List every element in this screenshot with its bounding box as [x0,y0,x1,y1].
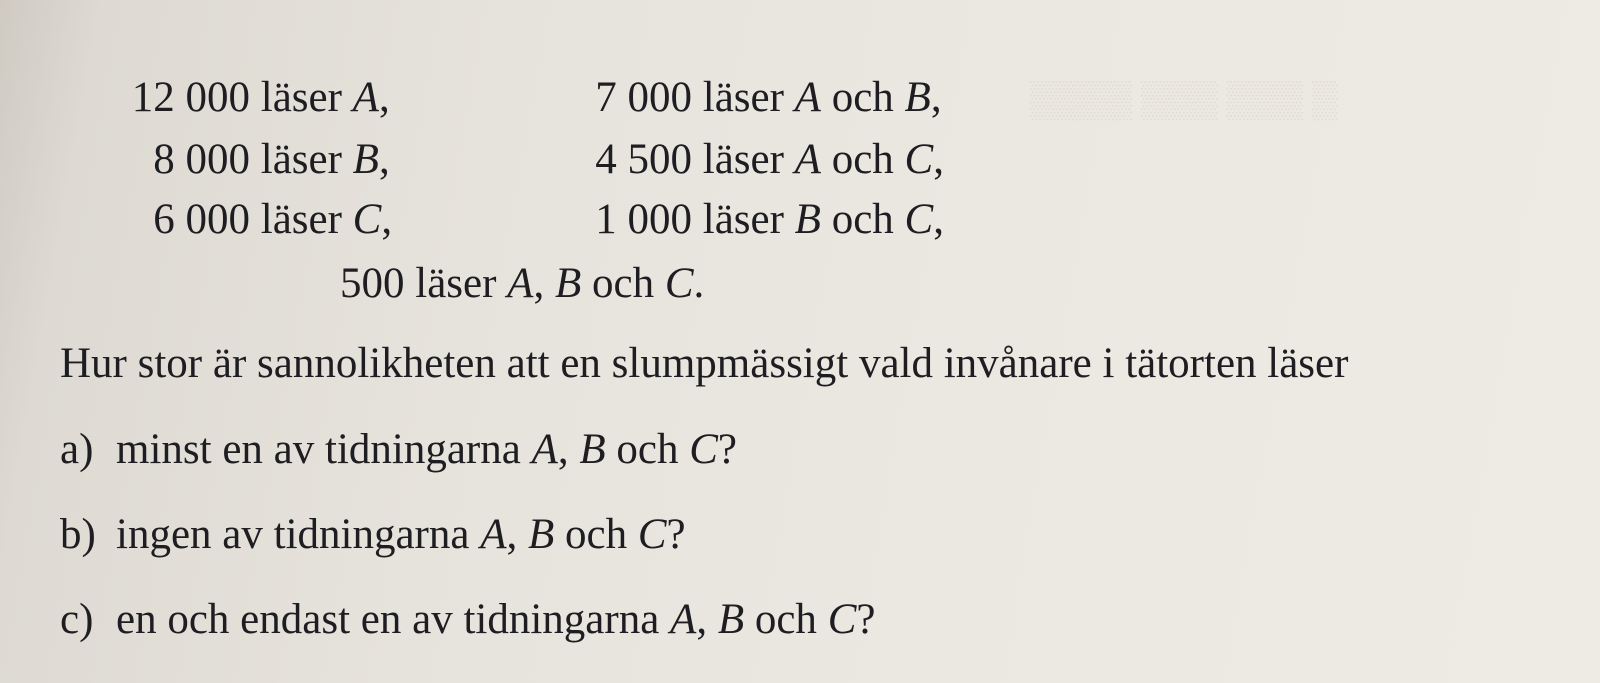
count-row-a [128,76,390,119]
punct: , [930,74,942,121]
count-row-b [128,138,390,181]
count-row-abc [340,262,704,305]
count-value: 4 500 [595,136,692,183]
option-letter: c) [60,596,94,643]
option-vars: A, B och C? [531,426,738,473]
count-value: 7 000 [595,74,692,121]
punct: , [381,196,393,243]
count-label: läser [260,136,342,183]
count-value: 12 000 [131,74,250,121]
newspaper-vars: A och B [794,74,931,121]
count-value: 1 000 [595,196,692,243]
count-value: 8 000 [153,136,250,183]
bleed-through-text: ▒ ▒▒▒ ▒▒▒ ▒▒▒▒ [1030,79,1338,119]
option-text: en och endast en av tidningarna [116,596,660,643]
option-a [60,428,737,471]
newspaper-vars: B och C [794,196,934,243]
count-row-bc [580,198,944,241]
count-row-ac [580,138,944,181]
option-c [60,598,875,641]
count-value: 500 [340,260,405,307]
option-vars: A, B och C? [480,511,686,558]
count-label: läser [702,136,784,183]
count-label: läser [702,196,784,243]
newspaper-var: A [352,74,379,121]
question-text: Hur stor är sannolikheten att en slumpmässigt vald invånare i tätorten läser [60,340,1349,387]
option-letter: b) [60,511,96,558]
punct: , [933,196,944,243]
count-value: 6 000 [153,196,250,243]
newspaper-var: C [352,196,382,243]
newspaper-vars: A och C [794,136,934,183]
option-letter: a) [60,426,94,473]
count-row-ab [580,76,942,119]
punct: , [378,136,390,183]
option-vars: A, B och C? [670,596,876,643]
punct: , [933,136,944,183]
count-label: läser [260,196,342,243]
count-label: läser [415,260,497,307]
count-label: läser [260,74,342,121]
count-row-c [128,198,392,241]
option-b [60,513,686,556]
option-text: minst en av tidningarna [116,426,521,473]
newspaper-vars: A, B och C. [507,260,705,307]
option-text: ingen av tidningarna [116,511,470,558]
newspaper-var: B [352,136,379,183]
count-label: läser [702,74,784,121]
punct: , [378,74,390,121]
